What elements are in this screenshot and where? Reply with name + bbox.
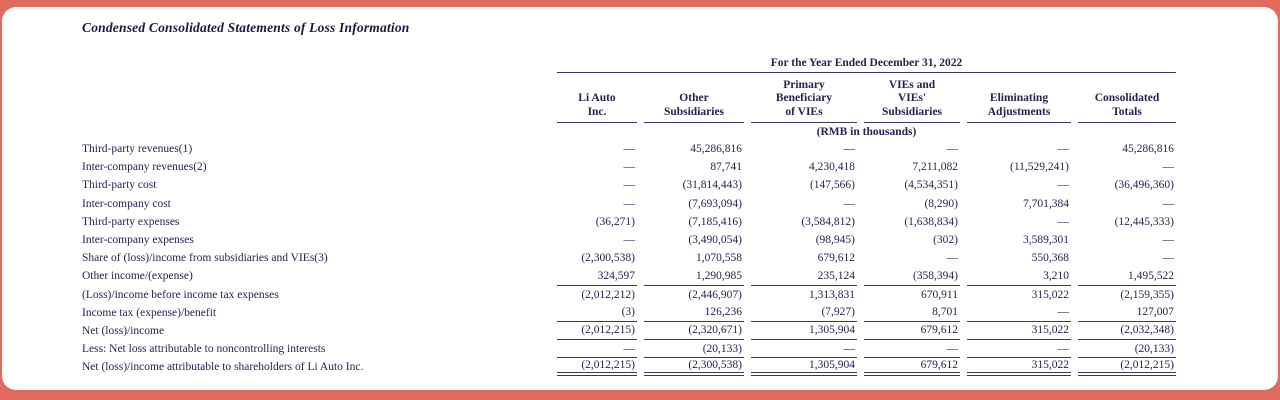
cell-value: 127,007 [1078, 304, 1176, 322]
cell-value: 235,124 [751, 267, 857, 285]
row-label: Inter-company revenues(2) [82, 161, 207, 174]
cell-value: — [1162, 252, 1174, 265]
table-row [82, 195, 1176, 213]
cell-value: 1,290,985 [644, 267, 744, 285]
spacer-cell [82, 73, 550, 123]
statement-card [2, 7, 1278, 390]
unit-note: (RMB in thousands) [816, 126, 917, 138]
cell-value: — [557, 340, 637, 358]
row-label: (Loss)/income before income tax expenses [82, 288, 279, 301]
table-row [82, 176, 1176, 194]
period-header: For the Year Ended December 31, 2022 [557, 49, 1176, 73]
cell-value: (4,534,351) [904, 179, 958, 192]
cell-value: — [967, 340, 1071, 358]
cell-value: 1,495,522 [1078, 267, 1176, 285]
cell-value: (7,693,094) [688, 197, 742, 210]
table-row [82, 213, 1176, 231]
cell-value: — [843, 197, 855, 210]
table-row [82, 140, 1176, 158]
cell-value: (2,300,538) [644, 358, 744, 376]
cell-value: — [623, 197, 635, 210]
cell-value: (358,394) [864, 267, 960, 285]
cell-value: 1,305,904 [751, 322, 857, 340]
cell-value: 670,911 [921, 288, 958, 301]
table-row [82, 304, 1176, 322]
cell-value: 7,211,082 [912, 161, 958, 174]
cell-value: (20,133) [1078, 340, 1176, 358]
cell-value: (147,566) [809, 179, 855, 192]
row-label: Third-party revenues(1) [82, 143, 193, 156]
cell-value: — [1057, 179, 1069, 192]
cell-value: — [623, 234, 635, 247]
cell-value: 126,236 [644, 304, 744, 322]
cell-value: 1,070,558 [696, 252, 742, 265]
cell-value: — [1057, 143, 1069, 156]
cell-value: — [1162, 161, 1174, 174]
row-label: Inter-company cost [82, 197, 171, 210]
cell-value: (302) [933, 234, 958, 247]
cell-value: 315,022 [967, 322, 1071, 340]
consolidating-loss-table [75, 49, 1183, 376]
cell-value: 3,589,301 [1023, 234, 1069, 247]
cell-value: (11,529,241) [1010, 161, 1069, 174]
table-row [82, 286, 1176, 304]
column-header: Other Subsidiaries [644, 73, 744, 123]
table-row [82, 158, 1176, 176]
table-row [82, 231, 1176, 249]
table-row [82, 322, 1176, 340]
cell-value: 679,612 [864, 358, 960, 376]
cell-value: (7,927) [751, 304, 857, 322]
cell-value: 87,741 [710, 161, 742, 174]
cell-value: 1,313,831 [809, 288, 855, 301]
cell-value: (3) [557, 304, 637, 322]
cell-value: — [1162, 234, 1174, 247]
row-label: Inter-company expenses [82, 234, 194, 247]
cell-value: (2,012,215) [1078, 358, 1176, 376]
cell-value: — [1162, 197, 1174, 210]
cell-value: 315,022 [1031, 288, 1069, 301]
row-label: Share of (loss)/income from subsidiaries and VIEs(3) [82, 252, 328, 265]
cell-value: 679,612 [817, 252, 855, 265]
cell-value: 679,612 [864, 322, 960, 340]
cell-value: 3,210 [967, 267, 1071, 285]
cell-value: (3,490,054) [688, 234, 742, 247]
row-label: Other income/(expense) [82, 270, 193, 283]
cell-value: — [967, 304, 1071, 322]
column-header: Eliminating Adjustments [967, 73, 1071, 123]
statement-title: Condensed Consolidated Statements of Loss Information [82, 20, 410, 35]
cell-value: (2,159,355) [1120, 288, 1174, 301]
cell-value: (2,446,907) [688, 288, 742, 301]
cell-value: (2,012,215) [557, 358, 637, 376]
row-label: Third-party expenses [82, 215, 180, 228]
cell-value: 324,597 [557, 267, 637, 285]
cell-value: — [751, 340, 857, 358]
spacer-cell [82, 49, 550, 73]
spacer-cell [82, 123, 550, 140]
cell-value: (12,445,333) [1114, 215, 1174, 228]
row-label: Third-party cost [82, 179, 157, 192]
cell-value: (2,032,348) [1078, 322, 1176, 340]
cell-value: — [623, 161, 635, 174]
cell-value: 7,701,384 [1023, 197, 1069, 210]
period-header-row [82, 49, 1176, 73]
cell-value: — [843, 143, 855, 156]
table-row [82, 267, 1176, 285]
cell-value: 550,368 [1031, 252, 1069, 265]
cell-value: — [1057, 215, 1069, 228]
cell-value: (1,638,834) [904, 215, 958, 228]
cell-value: 45,286,816 [690, 143, 742, 156]
column-header: Consolidated Totals [1078, 73, 1176, 123]
column-header: VIEs and VIEs' Subsidiaries [864, 73, 960, 123]
cell-value: 1,305,904 [751, 358, 857, 376]
cell-value: (3,584,812) [801, 215, 855, 228]
column-header: Li Auto Inc. [557, 73, 637, 123]
cell-value: — [864, 340, 960, 358]
table-row [82, 249, 1176, 267]
cell-value: (7,185,416) [688, 215, 742, 228]
cell-value: (31,814,443) [682, 179, 742, 192]
cell-value: 315,022 [967, 358, 1071, 376]
table-row [82, 340, 1176, 358]
column-header: Primary Beneficiary of VIEs [751, 73, 857, 123]
cell-value: 45,286,816 [1122, 143, 1174, 156]
cell-value: (2,300,538) [581, 252, 635, 265]
cell-value: — [946, 252, 958, 265]
cell-value: (2,012,212) [581, 288, 635, 301]
cell-value: (2,012,215) [557, 322, 637, 340]
cell-value: — [946, 143, 958, 156]
cell-value: (98,945) [815, 234, 855, 247]
cell-value: (2,320,671) [644, 322, 744, 340]
column-header-row [82, 73, 1176, 123]
cell-value: (20,133) [644, 340, 744, 358]
cell-value: (8,290) [924, 197, 958, 210]
cell-value: 4,230,418 [809, 161, 855, 174]
cell-value: (36,496,360) [1114, 179, 1174, 192]
unit-note-row [82, 123, 1176, 140]
row-label: Income tax (expense)/benefit [82, 306, 217, 319]
table-row [82, 358, 1176, 376]
cell-value: 8,701 [864, 304, 960, 322]
row-label: Less: Net loss attributable to noncontrolling interests [82, 343, 326, 356]
row-label: Net (loss)/income [82, 324, 165, 337]
row-label: Net (loss)/income attributable to shareholders of Li Auto Inc. [82, 361, 364, 374]
cell-value: (36,271) [595, 215, 635, 228]
cell-value: — [623, 179, 635, 192]
cell-value: — [623, 143, 635, 156]
